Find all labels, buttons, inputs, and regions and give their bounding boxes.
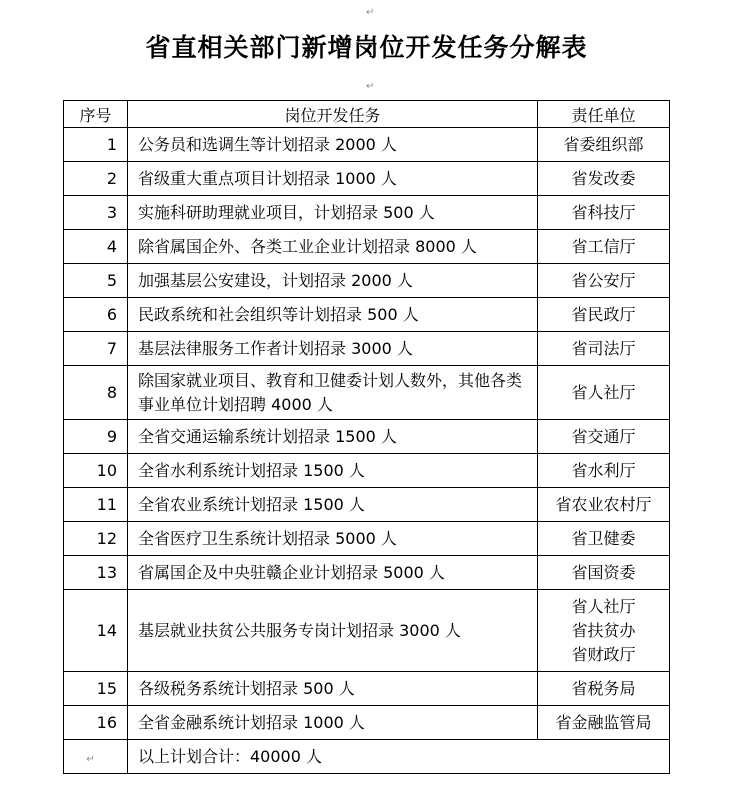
- row-number: 11: [64, 488, 128, 522]
- table-row: [64, 128, 670, 162]
- row-unit: 省税务局: [538, 672, 670, 706]
- row-task: 全省农业系统计划招录 1500 人: [128, 488, 538, 522]
- table-row: [64, 298, 670, 332]
- row-unit: 省人社厅: [538, 366, 670, 420]
- row-number: 9: [64, 420, 128, 454]
- row-unit: 省司法厅: [538, 332, 670, 366]
- header-task: 岗位开发任务: [128, 101, 538, 128]
- row-unit: 省国资委: [538, 556, 670, 590]
- unit-line: 省财政厅: [571, 644, 636, 664]
- row-number: 15: [64, 672, 128, 706]
- row-task: 加强基层公安建设，计划招录 2000 人: [128, 264, 538, 298]
- unit-line: 省人社厅: [571, 596, 636, 616]
- row-unit: [538, 590, 670, 672]
- table-row: [64, 556, 670, 590]
- table-row: [64, 162, 670, 196]
- row-number: 3: [64, 196, 128, 230]
- row-unit: 省发改委: [538, 162, 670, 196]
- row-unit: 省公安厅: [538, 264, 670, 298]
- row-task: 除国家就业项目、教育和卫健委计划人数外，其他各类事业单位计划招聘 4000 人: [128, 366, 538, 420]
- paragraph-mark: ↵: [86, 754, 95, 765]
- row-number: 1: [64, 128, 128, 162]
- table-row: [64, 230, 670, 264]
- row-number: 4: [64, 230, 128, 264]
- row-task: 全省交通运输系统计划招录 1500 人: [128, 420, 538, 454]
- unit-line: 省扶贫办: [571, 620, 636, 640]
- total-empty-cell: [64, 740, 128, 774]
- row-number: 2: [64, 162, 128, 196]
- row-unit: 省金融监管局: [538, 706, 670, 740]
- row-number: 16: [64, 706, 128, 740]
- table-row: [64, 196, 670, 230]
- row-task: 基层就业扶贫公共服务专岗计划招录 3000 人: [128, 590, 538, 672]
- row-task: 全省医疗卫生系统计划招录 5000 人: [128, 522, 538, 556]
- table-row: [64, 488, 670, 522]
- row-number: 12: [64, 522, 128, 556]
- row-number: 7: [64, 332, 128, 366]
- row-unit: 省工信厅: [538, 230, 670, 264]
- row-number: 6: [64, 298, 128, 332]
- paragraph-mark: ↵: [366, 81, 375, 92]
- row-number: 14: [64, 590, 128, 672]
- table-row: [64, 366, 670, 420]
- table-row: [64, 264, 670, 298]
- row-task: 各级税务系统计划招录 500 人: [128, 672, 538, 706]
- table-row: [64, 332, 670, 366]
- row-task: 基层法律服务工作者计划招录 3000 人: [128, 332, 538, 366]
- row-task: 省属国企及中央驻赣企业计划招录 5000 人: [128, 556, 538, 590]
- header-no: 序号: [64, 101, 128, 128]
- page-title: 省直相关部门新增岗位开发任务分解表: [145, 33, 588, 62]
- row-unit: 省交通厅: [538, 420, 670, 454]
- table-header-row: [64, 101, 670, 128]
- row-unit: 省水利厅: [538, 454, 670, 488]
- row-unit: 省卫健委: [538, 522, 670, 556]
- row-task: 全省水利系统计划招录 1500 人: [128, 454, 538, 488]
- table-row: [64, 522, 670, 556]
- row-task: 除省属国企外、各类工业企业计划招录 8000 人: [128, 230, 538, 264]
- row-task: 实施科研助理就业项目，计划招录 500 人: [128, 196, 538, 230]
- row-unit: 省民政厅: [538, 298, 670, 332]
- row-unit: 省科技厅: [538, 196, 670, 230]
- table-row: [64, 420, 670, 454]
- row-number: 13: [64, 556, 128, 590]
- total-text: 以上计划合计：40000 人: [128, 740, 670, 774]
- task-table: [63, 100, 670, 774]
- row-number: 8: [64, 366, 128, 420]
- row-number: 10: [64, 454, 128, 488]
- row-unit: 省委组织部: [538, 128, 670, 162]
- table-row: [64, 590, 670, 672]
- table-row: [64, 454, 670, 488]
- row-unit: 省农业农村厅: [538, 488, 670, 522]
- row-task: 民政系统和社会组织等计划招录 500 人: [128, 298, 538, 332]
- row-number: 5: [64, 264, 128, 298]
- header-unit: 责任单位: [538, 101, 670, 128]
- table-row: [64, 672, 670, 706]
- row-task: 公务员和选调生等计划招录 2000 人: [128, 128, 538, 162]
- row-task: 全省金融系统计划招录 1000 人: [128, 706, 538, 740]
- table-total-row: [64, 740, 670, 774]
- row-task: 省级重大重点项目计划招录 1000 人: [128, 162, 538, 196]
- paragraph-mark: ↵: [366, 7, 375, 18]
- table-row: [64, 706, 670, 740]
